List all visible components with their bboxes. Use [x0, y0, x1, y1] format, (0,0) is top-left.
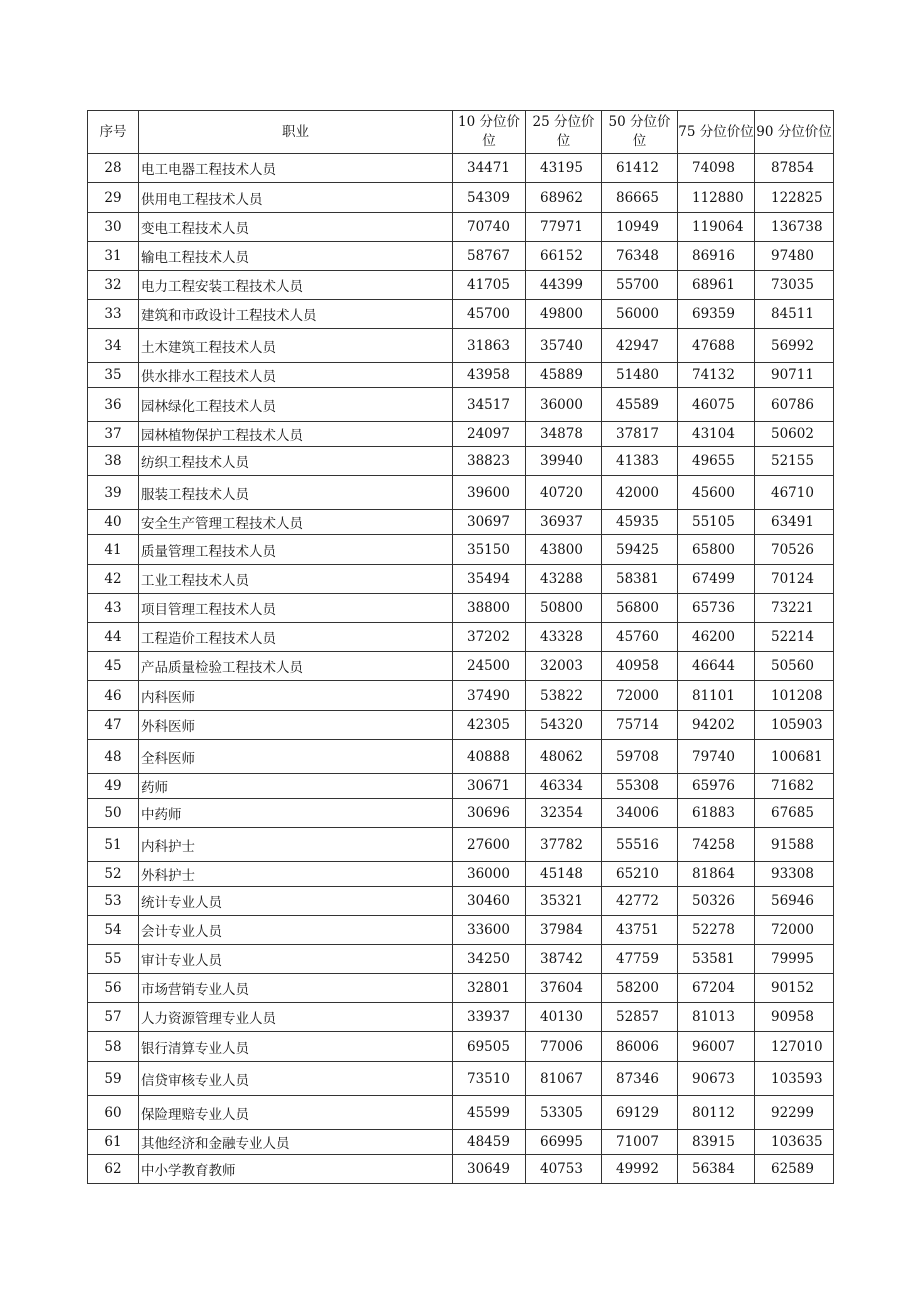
- cell-p90: 56992: [755, 329, 834, 363]
- cell-p25: 77971: [526, 213, 602, 242]
- cell-seq: 47: [88, 711, 139, 740]
- cell-p90: 46710: [755, 476, 834, 510]
- cell-p10: 42305: [453, 711, 526, 740]
- cell-p10: 40888: [453, 740, 526, 774]
- cell-occupation: 园林绿化工程技术人员: [139, 388, 453, 422]
- cell-occupation: 药师: [139, 774, 453, 799]
- cell-p75: 61883: [678, 799, 755, 828]
- cell-occupation: 银行清算专业人员: [139, 1032, 453, 1062]
- cell-p75: 74132: [678, 363, 755, 388]
- cell-p25: 50800: [526, 594, 602, 623]
- cell-p75: 81101: [678, 681, 755, 711]
- cell-p10: 34517: [453, 388, 526, 422]
- header-seq: 序号: [88, 111, 139, 154]
- cell-occupation: 统计专业人员: [139, 887, 453, 916]
- cell-p50: 49992: [602, 1155, 678, 1184]
- cell-p75: 69359: [678, 300, 755, 329]
- cell-occupation: 保险理赔专业人员: [139, 1096, 453, 1130]
- cell-p50: 56000: [602, 300, 678, 329]
- cell-p50: 71007: [602, 1130, 678, 1155]
- cell-occupation: 内科护士: [139, 828, 453, 862]
- cell-p25: 37782: [526, 828, 602, 862]
- cell-p25: 48062: [526, 740, 602, 774]
- header-p10: 10 分位价位: [453, 111, 526, 154]
- cell-p25: 77006: [526, 1032, 602, 1062]
- cell-seq: 37: [88, 422, 139, 447]
- header-occupation: 职业: [139, 111, 453, 154]
- cell-seq: 50: [88, 799, 139, 828]
- cell-p90: 67685: [755, 799, 834, 828]
- cell-seq: 49: [88, 774, 139, 799]
- cell-p90: 56946: [755, 887, 834, 916]
- table-row: [88, 363, 834, 388]
- cell-seq: 54: [88, 916, 139, 945]
- cell-p75: 83915: [678, 1130, 755, 1155]
- cell-p10: 34471: [453, 154, 526, 183]
- cell-p90: 50602: [755, 422, 834, 447]
- cell-p50: 47759: [602, 945, 678, 974]
- cell-occupation: 供用电工程技术人员: [139, 183, 453, 213]
- cell-seq: 40: [88, 510, 139, 535]
- cell-p75: 46075: [678, 388, 755, 422]
- cell-p75: 52278: [678, 916, 755, 945]
- cell-p90: 72000: [755, 916, 834, 945]
- cell-p10: 24097: [453, 422, 526, 447]
- cell-p10: 35150: [453, 535, 526, 565]
- cell-seq: 30: [88, 213, 139, 242]
- cell-occupation: 服装工程技术人员: [139, 476, 453, 510]
- cell-p90: 105903: [755, 711, 834, 740]
- cell-occupation: 电力工程安装工程技术人员: [139, 271, 453, 300]
- cell-seq: 46: [88, 681, 139, 711]
- cell-p75: 47688: [678, 329, 755, 363]
- cell-p25: 45148: [526, 862, 602, 887]
- cell-p10: 73510: [453, 1062, 526, 1096]
- cell-occupation: 工业工程技术人员: [139, 565, 453, 594]
- cell-seq: 62: [88, 1155, 139, 1184]
- cell-p75: 68961: [678, 271, 755, 300]
- table-row: [88, 1032, 834, 1062]
- cell-p25: 43195: [526, 154, 602, 183]
- table-row: [88, 535, 834, 565]
- cell-p25: 32354: [526, 799, 602, 828]
- cell-p25: 81067: [526, 1062, 602, 1096]
- cell-p50: 69129: [602, 1096, 678, 1130]
- cell-p25: 34878: [526, 422, 602, 447]
- cell-p25: 46334: [526, 774, 602, 799]
- cell-p50: 10949: [602, 213, 678, 242]
- cell-occupation: 市场营销专业人员: [139, 974, 453, 1003]
- table-row: [88, 476, 834, 510]
- cell-occupation: 电工电器工程技术人员: [139, 154, 453, 183]
- cell-p75: 74258: [678, 828, 755, 862]
- cell-p75: 67499: [678, 565, 755, 594]
- cell-seq: 60: [88, 1096, 139, 1130]
- cell-p75: 46644: [678, 652, 755, 681]
- table-row: [88, 422, 834, 447]
- table-row: [88, 242, 834, 271]
- cell-p10: 30697: [453, 510, 526, 535]
- cell-p25: 40130: [526, 1003, 602, 1032]
- cell-p90: 52155: [755, 447, 834, 476]
- table-row: [88, 1003, 834, 1032]
- cell-occupation: 项目管理工程技术人员: [139, 594, 453, 623]
- cell-p50: 56800: [602, 594, 678, 623]
- cell-p50: 51480: [602, 363, 678, 388]
- cell-p25: 35321: [526, 887, 602, 916]
- cell-p25: 54320: [526, 711, 602, 740]
- cell-p75: 96007: [678, 1032, 755, 1062]
- cell-p75: 79740: [678, 740, 755, 774]
- cell-seq: 42: [88, 565, 139, 594]
- cell-p25: 39940: [526, 447, 602, 476]
- cell-p25: 44399: [526, 271, 602, 300]
- table-row: [88, 447, 834, 476]
- cell-p90: 62589: [755, 1155, 834, 1184]
- cell-occupation: 变电工程技术人员: [139, 213, 453, 242]
- cell-occupation: 中药师: [139, 799, 453, 828]
- table-row: [88, 213, 834, 242]
- cell-p50: 76348: [602, 242, 678, 271]
- cell-p25: 32003: [526, 652, 602, 681]
- cell-p90: 91588: [755, 828, 834, 862]
- cell-p50: 42772: [602, 887, 678, 916]
- cell-seq: 61: [88, 1130, 139, 1155]
- cell-p50: 34006: [602, 799, 678, 828]
- cell-p75: 46200: [678, 623, 755, 652]
- cell-p10: 38800: [453, 594, 526, 623]
- table-row: [88, 799, 834, 828]
- table-row: [88, 154, 834, 183]
- cell-p25: 66152: [526, 242, 602, 271]
- table-row: [88, 945, 834, 974]
- cell-p90: 90152: [755, 974, 834, 1003]
- cell-p10: 34250: [453, 945, 526, 974]
- cell-seq: 32: [88, 271, 139, 300]
- cell-p50: 55700: [602, 271, 678, 300]
- cell-p90: 90711: [755, 363, 834, 388]
- cell-seq: 48: [88, 740, 139, 774]
- cell-p25: 43288: [526, 565, 602, 594]
- cell-p10: 30460: [453, 887, 526, 916]
- table-row: [88, 300, 834, 329]
- cell-seq: 34: [88, 329, 139, 363]
- cell-p25: 36937: [526, 510, 602, 535]
- cell-p50: 87346: [602, 1062, 678, 1096]
- cell-seq: 43: [88, 594, 139, 623]
- cell-p10: 70740: [453, 213, 526, 242]
- wage-table: [87, 110, 834, 1184]
- cell-seq: 28: [88, 154, 139, 183]
- cell-p10: 43958: [453, 363, 526, 388]
- cell-seq: 57: [88, 1003, 139, 1032]
- cell-p25: 37984: [526, 916, 602, 945]
- cell-p75: 86916: [678, 242, 755, 271]
- cell-p25: 53822: [526, 681, 602, 711]
- cell-p75: 74098: [678, 154, 755, 183]
- cell-p75: 65976: [678, 774, 755, 799]
- cell-occupation: 审计专业人员: [139, 945, 453, 974]
- cell-p50: 65210: [602, 862, 678, 887]
- cell-p10: 33600: [453, 916, 526, 945]
- cell-p75: 50326: [678, 887, 755, 916]
- cell-p50: 43751: [602, 916, 678, 945]
- cell-p10: 30649: [453, 1155, 526, 1184]
- cell-p50: 61412: [602, 154, 678, 183]
- cell-occupation: 供水排水工程技术人员: [139, 363, 453, 388]
- cell-p90: 93308: [755, 862, 834, 887]
- cell-p75: 81864: [678, 862, 755, 887]
- table-row: [88, 1062, 834, 1096]
- cell-seq: 35: [88, 363, 139, 388]
- cell-p25: 68962: [526, 183, 602, 213]
- cell-p50: 37817: [602, 422, 678, 447]
- cell-p90: 127010: [755, 1032, 834, 1062]
- cell-seq: 39: [88, 476, 139, 510]
- cell-seq: 45: [88, 652, 139, 681]
- cell-occupation: 人力资源管理专业人员: [139, 1003, 453, 1032]
- cell-p90: 73221: [755, 594, 834, 623]
- cell-occupation: 质量管理工程技术人员: [139, 535, 453, 565]
- cell-p75: 65736: [678, 594, 755, 623]
- cell-p10: 39600: [453, 476, 526, 510]
- cell-p75: 49655: [678, 447, 755, 476]
- cell-p10: 45700: [453, 300, 526, 329]
- cell-p25: 66995: [526, 1130, 602, 1155]
- cell-p25: 43328: [526, 623, 602, 652]
- cell-p25: 40720: [526, 476, 602, 510]
- cell-p75: 112880: [678, 183, 755, 213]
- cell-p50: 41383: [602, 447, 678, 476]
- table-body: [88, 154, 834, 1184]
- cell-p75: 65800: [678, 535, 755, 565]
- cell-seq: 51: [88, 828, 139, 862]
- cell-p25: 49800: [526, 300, 602, 329]
- cell-p90: 63491: [755, 510, 834, 535]
- cell-p25: 45889: [526, 363, 602, 388]
- cell-p25: 40753: [526, 1155, 602, 1184]
- table-row: [88, 774, 834, 799]
- cell-seq: 55: [88, 945, 139, 974]
- cell-p10: 24500: [453, 652, 526, 681]
- cell-seq: 44: [88, 623, 139, 652]
- cell-p10: 38823: [453, 447, 526, 476]
- cell-p25: 35740: [526, 329, 602, 363]
- cell-occupation: 输电工程技术人员: [139, 242, 453, 271]
- cell-p50: 45935: [602, 510, 678, 535]
- cell-p25: 37604: [526, 974, 602, 1003]
- cell-p10: 37490: [453, 681, 526, 711]
- cell-p75: 80112: [678, 1096, 755, 1130]
- cell-p50: 42947: [602, 329, 678, 363]
- cell-seq: 29: [88, 183, 139, 213]
- table-row: [88, 862, 834, 887]
- header-p25: 25 分位价位: [526, 111, 602, 154]
- cell-p25: 38742: [526, 945, 602, 974]
- cell-p50: 55308: [602, 774, 678, 799]
- cell-p50: 52857: [602, 1003, 678, 1032]
- table-row: [88, 183, 834, 213]
- cell-p10: 33937: [453, 1003, 526, 1032]
- cell-seq: 33: [88, 300, 139, 329]
- cell-p25: 43800: [526, 535, 602, 565]
- cell-p10: 48459: [453, 1130, 526, 1155]
- cell-occupation: 其他经济和金融专业人员: [139, 1130, 453, 1155]
- cell-p10: 30671: [453, 774, 526, 799]
- cell-p10: 35494: [453, 565, 526, 594]
- cell-p10: 37202: [453, 623, 526, 652]
- cell-p50: 58200: [602, 974, 678, 1003]
- cell-p90: 97480: [755, 242, 834, 271]
- cell-p10: 58767: [453, 242, 526, 271]
- cell-occupation: 工程造价工程技术人员: [139, 623, 453, 652]
- cell-p90: 60786: [755, 388, 834, 422]
- cell-occupation: 土木建筑工程技术人员: [139, 329, 453, 363]
- cell-p50: 58381: [602, 565, 678, 594]
- cell-p10: 32801: [453, 974, 526, 1003]
- cell-p10: 45599: [453, 1096, 526, 1130]
- table-row: [88, 711, 834, 740]
- cell-p90: 90958: [755, 1003, 834, 1032]
- cell-occupation: 产品质量检验工程技术人员: [139, 652, 453, 681]
- table-row: [88, 388, 834, 422]
- table-row: [88, 594, 834, 623]
- cell-p90: 92299: [755, 1096, 834, 1130]
- cell-p50: 86006: [602, 1032, 678, 1062]
- cell-p90: 103593: [755, 1062, 834, 1096]
- cell-p90: 100681: [755, 740, 834, 774]
- table-row: [88, 623, 834, 652]
- cell-p50: 45589: [602, 388, 678, 422]
- cell-p50: 86665: [602, 183, 678, 213]
- cell-seq: 38: [88, 447, 139, 476]
- cell-seq: 56: [88, 974, 139, 1003]
- cell-p50: 40958: [602, 652, 678, 681]
- cell-p90: 73035: [755, 271, 834, 300]
- table-row: [88, 329, 834, 363]
- header-p50: 50 分位价位: [602, 111, 678, 154]
- cell-p50: 72000: [602, 681, 678, 711]
- cell-occupation: 信贷审核专业人员: [139, 1062, 453, 1096]
- cell-p25: 36000: [526, 388, 602, 422]
- cell-occupation: 内科医师: [139, 681, 453, 711]
- table-row: [88, 271, 834, 300]
- table-row: [88, 1130, 834, 1155]
- cell-p75: 53581: [678, 945, 755, 974]
- table-row: [88, 974, 834, 1003]
- cell-p75: 119064: [678, 213, 755, 242]
- cell-p90: 71682: [755, 774, 834, 799]
- table-row: [88, 565, 834, 594]
- cell-seq: 58: [88, 1032, 139, 1062]
- cell-p10: 69505: [453, 1032, 526, 1062]
- table-row: [88, 887, 834, 916]
- cell-p10: 31863: [453, 329, 526, 363]
- table-row: [88, 740, 834, 774]
- cell-p50: 75714: [602, 711, 678, 740]
- cell-seq: 53: [88, 887, 139, 916]
- cell-p75: 43104: [678, 422, 755, 447]
- cell-p90: 122825: [755, 183, 834, 213]
- cell-p10: 41705: [453, 271, 526, 300]
- cell-p90: 84511: [755, 300, 834, 329]
- cell-seq: 59: [88, 1062, 139, 1096]
- cell-p90: 50560: [755, 652, 834, 681]
- cell-seq: 31: [88, 242, 139, 271]
- cell-p90: 87854: [755, 154, 834, 183]
- cell-p75: 67204: [678, 974, 755, 1003]
- cell-p90: 70526: [755, 535, 834, 565]
- cell-occupation: 外科医师: [139, 711, 453, 740]
- cell-occupation: 中小学教育教师: [139, 1155, 453, 1184]
- cell-occupation: 会计专业人员: [139, 916, 453, 945]
- cell-occupation: 建筑和市政设计工程技术人员: [139, 300, 453, 329]
- cell-occupation: 园林植物保护工程技术人员: [139, 422, 453, 447]
- cell-p90: 79995: [755, 945, 834, 974]
- cell-occupation: 外科护士: [139, 862, 453, 887]
- header-p90: 90 分位价位: [755, 111, 834, 154]
- cell-p10: 36000: [453, 862, 526, 887]
- cell-p25: 53305: [526, 1096, 602, 1130]
- table-row: [88, 681, 834, 711]
- cell-p10: 30696: [453, 799, 526, 828]
- cell-occupation: 安全生产管理工程技术人员: [139, 510, 453, 535]
- cell-p90: 52214: [755, 623, 834, 652]
- cell-p90: 70124: [755, 565, 834, 594]
- cell-occupation: 全科医师: [139, 740, 453, 774]
- table-row: [88, 828, 834, 862]
- cell-p50: 59708: [602, 740, 678, 774]
- cell-p75: 45600: [678, 476, 755, 510]
- header-p75: 75 分位价位: [678, 111, 755, 154]
- cell-seq: 41: [88, 535, 139, 565]
- cell-seq: 36: [88, 388, 139, 422]
- table-row: [88, 1096, 834, 1130]
- cell-p75: 56384: [678, 1155, 755, 1184]
- header-row: [88, 111, 834, 154]
- cell-p10: 54309: [453, 183, 526, 213]
- cell-p75: 55105: [678, 510, 755, 535]
- table-row: [88, 1155, 834, 1184]
- cell-p75: 81013: [678, 1003, 755, 1032]
- cell-p75: 94202: [678, 711, 755, 740]
- cell-p50: 55516: [602, 828, 678, 862]
- cell-p50: 45760: [602, 623, 678, 652]
- cell-occupation: 纺织工程技术人员: [139, 447, 453, 476]
- table-row: [88, 510, 834, 535]
- cell-p90: 136738: [755, 213, 834, 242]
- cell-p90: 103635: [755, 1130, 834, 1155]
- cell-p75: 90673: [678, 1062, 755, 1096]
- cell-seq: 52: [88, 862, 139, 887]
- table-row: [88, 652, 834, 681]
- cell-p90: 101208: [755, 681, 834, 711]
- cell-p10: 27600: [453, 828, 526, 862]
- cell-p50: 42000: [602, 476, 678, 510]
- cell-p50: 59425: [602, 535, 678, 565]
- table-row: [88, 916, 834, 945]
